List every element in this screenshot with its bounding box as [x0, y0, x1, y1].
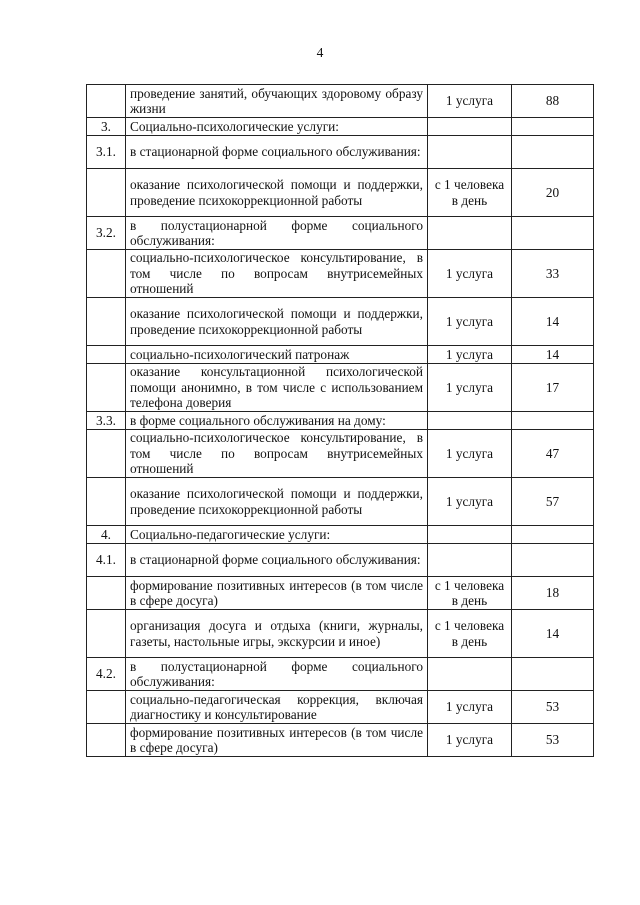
service-description: формирование позитивных интересов (в том числе в сфере досуга) [126, 724, 428, 757]
service-value [512, 136, 594, 169]
service-unit: 1 услуга [428, 724, 512, 757]
service-unit [428, 118, 512, 136]
service-description: социально-педагогическая коррекция, включая диагностику и консультирование [126, 691, 428, 724]
row-number: 4.1. [87, 544, 126, 577]
service-unit: 1 услуга [428, 478, 512, 526]
service-unit: 1 услуга [428, 298, 512, 346]
service-description: социально-психологическое консультирование, в том числе по вопросам внутрисемейных отношений [126, 430, 428, 478]
table-row [87, 610, 594, 658]
service-value: 14 [512, 346, 594, 364]
subsection-heading: в форме социального обслуживания на дому: [126, 412, 428, 430]
table-row [87, 430, 594, 478]
table-row [87, 478, 594, 526]
service-unit [428, 136, 512, 169]
service-description: оказание психологической помощи и поддержки, проведение психокоррекционной работы [126, 478, 428, 526]
service-unit: 1 услуга [428, 364, 512, 412]
service-description: социально-психологический патронаж [126, 346, 428, 364]
service-unit: с 1 человека в день [428, 577, 512, 610]
table-row [87, 577, 594, 610]
table-row [87, 691, 594, 724]
row-number [87, 346, 126, 364]
row-number [87, 430, 126, 478]
section-heading: Социально-психологические услуги: [126, 118, 428, 136]
table-row [87, 136, 594, 169]
service-description: оказание психологической помощи и поддержки, проведение психокоррекционной работы [126, 169, 428, 217]
service-unit [428, 658, 512, 691]
subsection-heading: в стационарной форме социального обслуживания: [126, 136, 428, 169]
row-number [87, 724, 126, 757]
service-value: 57 [512, 478, 594, 526]
service-unit: 1 услуга [428, 85, 512, 118]
row-number [87, 85, 126, 118]
service-value [512, 412, 594, 430]
table-row [87, 724, 594, 757]
service-unit [428, 217, 512, 250]
service-value: 18 [512, 577, 594, 610]
service-unit [428, 526, 512, 544]
service-value [512, 544, 594, 577]
table-row [87, 217, 594, 250]
row-number [87, 250, 126, 298]
service-description: социально-психологическое консультирование, в том числе по вопросам внутрисемейных отношений [126, 250, 428, 298]
table-row [87, 526, 594, 544]
service-unit [428, 544, 512, 577]
service-description: организация досуга и отдыха (книги, журналы, газеты, настольные игры, экскурсии и иное) [126, 610, 428, 658]
table-row [87, 118, 594, 136]
row-number [87, 610, 126, 658]
table-row [87, 169, 594, 217]
table-row [87, 346, 594, 364]
row-number: 3.2. [87, 217, 126, 250]
service-value: 14 [512, 610, 594, 658]
table-row [87, 412, 594, 430]
row-number: 3. [87, 118, 126, 136]
table-row [87, 250, 594, 298]
table-row [87, 544, 594, 577]
service-description: оказание психологической помощи и поддержки, проведение психокоррекционной работы [126, 298, 428, 346]
table-row [87, 85, 594, 118]
service-value [512, 526, 594, 544]
row-number: 3.3. [87, 412, 126, 430]
service-value: 20 [512, 169, 594, 217]
service-value: 33 [512, 250, 594, 298]
table-row [87, 658, 594, 691]
service-value: 53 [512, 724, 594, 757]
row-number: 3.1. [87, 136, 126, 169]
row-number: 4. [87, 526, 126, 544]
service-unit: с 1 человека в день [428, 610, 512, 658]
page-number: 4 [316, 45, 324, 60]
service-value: 88 [512, 85, 594, 118]
subsection-heading: в полустационарной форме социального обслуживания: [126, 217, 428, 250]
subsection-heading: в стационарной форме социального обслуживания: [126, 544, 428, 577]
service-unit: с 1 человека в день [428, 169, 512, 217]
service-unit: 1 услуга [428, 691, 512, 724]
service-unit: 1 услуга [428, 250, 512, 298]
service-description: оказание консультационной психологической помощи анонимно, в том числе с использованием телефона доверия [126, 364, 428, 412]
service-value: 17 [512, 364, 594, 412]
row-number [87, 364, 126, 412]
subsection-heading: в полустационарной форме социального обслуживания: [126, 658, 428, 691]
row-number: 4.2. [87, 658, 126, 691]
service-unit: 1 услуга [428, 430, 512, 478]
service-value: 53 [512, 691, 594, 724]
row-number [87, 577, 126, 610]
table-row [87, 364, 594, 412]
row-number [87, 298, 126, 346]
row-number [87, 691, 126, 724]
service-value: 14 [512, 298, 594, 346]
row-number [87, 478, 126, 526]
service-description: проведение занятий, обучающих здоровому образу жизни [126, 85, 428, 118]
service-value: 47 [512, 430, 594, 478]
section-heading: Социально-педагогические услуги: [126, 526, 428, 544]
services-table [86, 84, 594, 757]
row-number [87, 169, 126, 217]
service-unit [428, 412, 512, 430]
service-unit: 1 услуга [428, 346, 512, 364]
service-value [512, 118, 594, 136]
service-description: формирование позитивных интересов (в том числе в сфере досуга) [126, 577, 428, 610]
table-row [87, 298, 594, 346]
service-value [512, 658, 594, 691]
service-value [512, 217, 594, 250]
